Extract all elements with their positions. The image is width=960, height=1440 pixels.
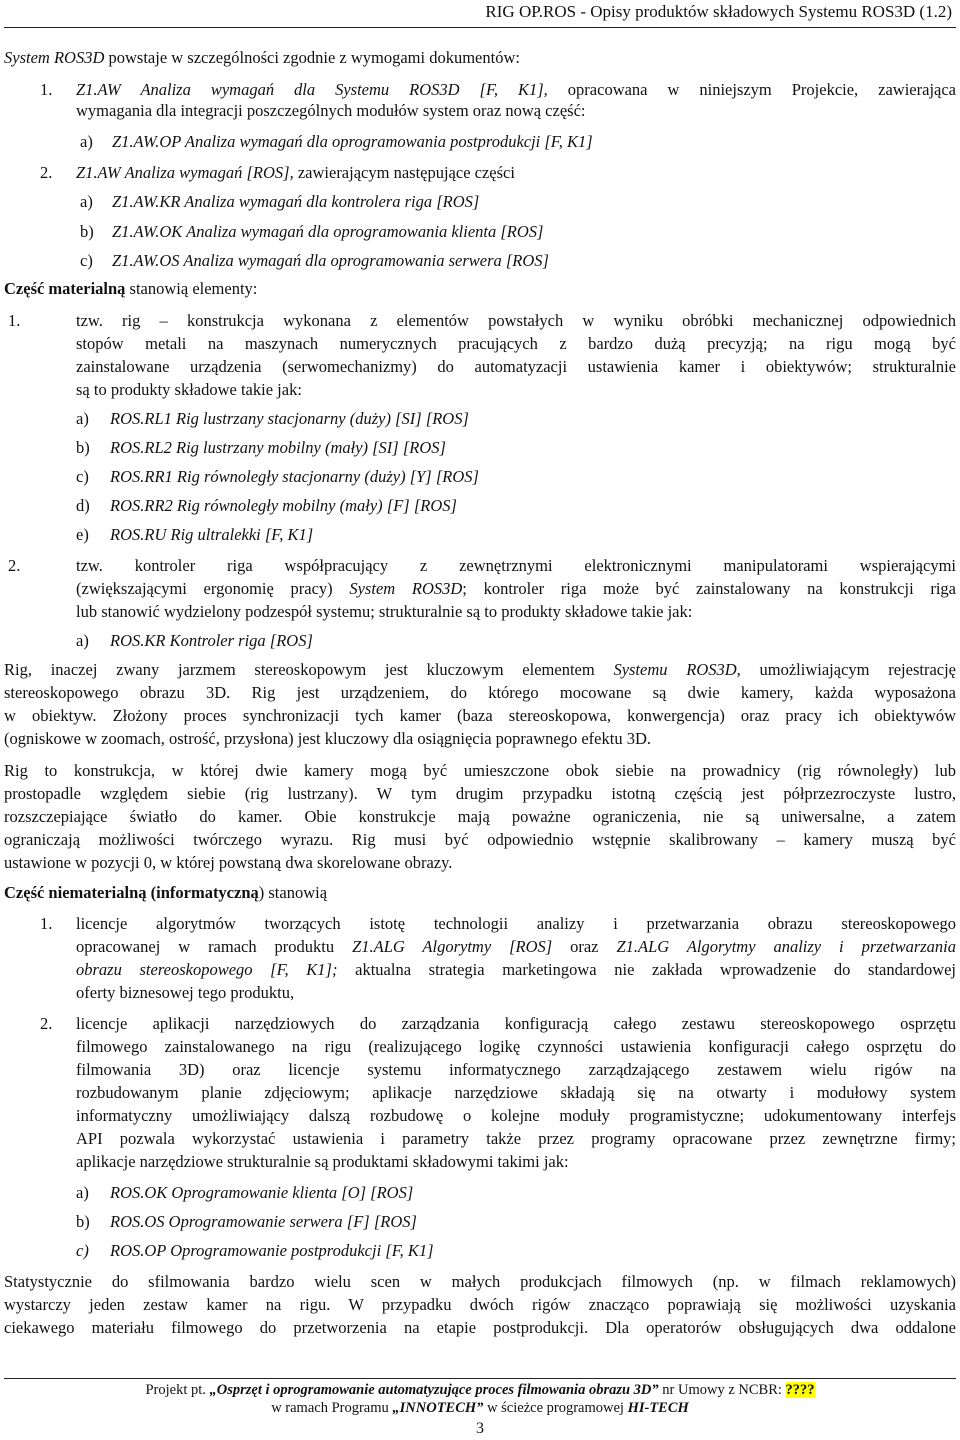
doc2c-item: Z1.AW.OS Analiza wymagań dla oprogramowania serwera [ROS] <box>112 251 549 270</box>
stat-para-line3: ciekawego materiału filmowego do przetworzenia na etapie postprodukcji. Dla operatorów obsługujących dwa oddalone <box>4 1318 956 1337</box>
immaterial-heading: Część niematerialną (informatyczną) stanowią <box>4 883 328 902</box>
list-letter: c) <box>76 467 89 486</box>
immaterial-p2-line3: filmowania 3D) oraz licencje systemu informatycznego zarządzającego zestawem wielu rigów na <box>76 1060 956 1079</box>
software-item: ROS.OS Oprogramowanie serwera [F] [ROS] <box>110 1212 417 1231</box>
immaterial-p2-line7: aplikacje narzędziowe strukturalnie są produktami składowymi takimi jak: <box>76 1152 569 1171</box>
footer-line2: w ramach Programu „INNOTECH” w ścieżce programowej HI-TECH <box>271 1400 689 1416</box>
immaterial-p2-line4: rozbudowanym planie zdjęciowym; aplikacje narzędziowe składają się na otwarty i modułowy system <box>76 1083 956 1102</box>
list-number: 1. <box>40 80 53 99</box>
rig-item: ROS.RR1 Rig równoległy stacjonarny (duży) [Y] [ROS] <box>110 467 479 486</box>
immaterial-p1-line1: licencje algorytmów tworzących istotę technologii analizy i przetwarzania obrazu stereoskopowego <box>76 914 956 933</box>
stat-para-line1: Statystycznie do sfilmowania bardzo wielu scen w małych produkcjach filmowych (np. w filmach reklamowych) <box>4 1272 956 1291</box>
immaterial-p1-line3: obrazu stereoskopowego [F, K1]; aktualna strategia marketingowa nie zakłada wprowadzenie do standardowej <box>76 960 957 979</box>
immaterial-p2-line2: filmowego zainstalowanego na rigu (realizującego logikę czynności ustawienia konfiguracji całego osprzętu do <box>76 1037 956 1056</box>
rig-item: ROS.RL2 Rig lustrzany mobilny (mały) [SI] [ROS] <box>110 438 446 457</box>
rig-para-line4: (ogniskowe w zoomach, ostrość, przysłona) jest kluczowy dla osiągnięcia poprawnego efektu 3D. <box>4 729 651 748</box>
running-header: RIG OP.ROS - Opisy produktów składowych Systemu ROS3D (1.2) <box>485 2 952 21</box>
list-letter: a) <box>76 631 89 650</box>
software-item: ROS.OK Oprogramowanie klienta [O] [ROS] <box>110 1183 414 1202</box>
material-p2-line2: (zwiększającymi ergonomię pracy) System ROS3D; kontroler riga może być zainstalowany na konstrukcji riga <box>76 579 957 598</box>
rig-para-line3: w obiektyw. Złożony proces synchronizacji tych kamer (baza stereoskopowa, konwergencja) oraz pracy ich obiektywów <box>4 706 956 725</box>
konstr-para-line3: rozszczepiające światło do kamer. Obie konstrukcje mają poważne ograniczenia, nie są uniwersalne, a zatem <box>4 807 956 826</box>
intro-line: System ROS3D powstaje w szczególności zgodnie z wymogami dokumentów: <box>4 48 520 67</box>
material-heading: Część materialną stanowią elementy: <box>4 279 258 298</box>
list-letter: b) <box>76 438 90 457</box>
list-letter: c) <box>80 251 93 270</box>
immaterial-p1-line4: oferty biznesowej tego produktu, <box>76 983 295 1002</box>
konstr-para-line4: ograniczają możliwości twórczego wyrazu. Rig musi być odpowiednio wstępnie skalibrowany – kamery muszą być <box>4 830 956 849</box>
list-letter: b) <box>80 222 94 241</box>
rig-item: ROS.RR2 Rig równoległy mobilny (mały) [F] [ROS] <box>110 496 457 515</box>
header-rule <box>4 27 956 28</box>
list-number: 1. <box>8 311 21 330</box>
material-p1-line2: stopów metali na maszynach numerycznych pracujących z bardzo dużą precyzją; na rigu mogą być <box>76 334 956 353</box>
konstr-para-line1: Rig to konstrukcja, w której dwie kamery mogą być umieszczone obok siebie na prowadnicy (rig równoległy) lub <box>4 761 956 780</box>
page-number: 3 <box>476 1420 484 1437</box>
list-letter: a) <box>80 192 93 211</box>
list-letter: a) <box>76 409 89 428</box>
list-letter: a) <box>76 1183 89 1202</box>
list-number: 2. <box>40 163 53 182</box>
list-letter: c) <box>76 1241 89 1260</box>
list-number: 2. <box>8 556 21 575</box>
list-letter: d) <box>76 496 90 515</box>
konstr-para-line2: prostopadle względem siebie (rig lustrzany). W tym drugim przypadku istotną częścią jest półprzezroczyste lustro, <box>4 784 956 803</box>
rig-item: ROS.RU Rig ultralekki [F, K1] <box>110 525 314 544</box>
doc1-line2: wymagania dla integracji poszczególnych modułów system oraz nową część: <box>76 101 586 120</box>
material-p1-line1: tzw. rig – konstrukcja wykonana z elementów powstałych w wyniku obróbki mechanicznej odpowiednich <box>76 311 956 330</box>
controller-item: ROS.KR Kontroler riga [ROS] <box>110 631 313 650</box>
material-p1-line4: są to produkty składowe takie jak: <box>76 380 302 399</box>
footer-rule <box>4 1378 956 1379</box>
highlight-placeholder: ???? <box>785 1382 815 1398</box>
doc2a-item: Z1.AW.KR Analiza wymagań dla kontrolera riga [ROS] <box>112 192 480 211</box>
list-number: 2. <box>40 1014 53 1033</box>
immaterial-p2-line6: API pozwala wykorzystać ustawienia i parametry także przez programy opracowane przez zewnętrzne firmy; <box>76 1129 956 1148</box>
immaterial-p2-line5: informatyczny umożliwiający dalszą rozbudowę o kolejne moduły programistyczne; udokumentowany interfejs <box>76 1106 956 1125</box>
material-p2-line3: lub stanowić wydzielony podzespół systemu; strukturalnie są to produkty składowe takie jak: <box>76 602 693 621</box>
immaterial-p1-line2: opracowanej w ramach produktu Z1.ALG Algorytmy [ROS] oraz Z1.ALG Algorytmy analizy i przetwarzania <box>76 937 957 956</box>
doc2-line: Z1.AW Analiza wymagań [ROS], zawierającym następujące części <box>76 163 515 182</box>
immaterial-p2-line1: licencje aplikacji narzędziowych do zarządzania konfiguracją całego zestawu stereoskopowego osprzętu <box>76 1014 956 1033</box>
list-letter: b) <box>76 1212 90 1231</box>
material-p1-line3: zainstalowane urządzenia (serwomechanizmy) do automatyzacji ustawienia kamer i obiektywów; strukturalnie <box>76 357 956 376</box>
list-letter: a) <box>80 132 93 151</box>
footer-line1: Projekt pt. „Osprzęt i oprogramowanie automatyzujące proces filmowania obrazu 3D” nr Umowy z NCBR: ???? <box>145 1382 815 1398</box>
list-number: 1. <box>40 914 53 933</box>
rig-para-line1: Rig, inaczej zwany jarzmem stereoskopowym jest kluczowym elementem Systemu ROS3D, umożliwiającym rejestrację <box>4 660 956 679</box>
list-letter: e) <box>76 525 89 544</box>
software-item: ROS.OP Oprogramowanie postprodukcji [F, K1] <box>110 1241 434 1260</box>
rig-para-line2: stereoskopowego obrazu 3D. Rig jest urządzeniem, do którego mocowane są dwie kamery, każda wyposażona <box>4 683 956 702</box>
doc1a-item: Z1.AW.OP Analiza wymagań dla oprogramowania postprodukcji [F, K1] <box>112 132 593 151</box>
konstr-para-line5: ustawione w pozycji 0, w której powstaną dwa skorelowane obrazy. <box>4 853 453 872</box>
doc2b-item: Z1.AW.OK Analiza wymagań dla oprogramowania klienta [ROS] <box>112 222 544 241</box>
stat-para-line2: wystarczy jeden zestaw kamer na rigu. W przypadku dwóch rigów znacząco poprawiają się możliwości uzyskania <box>4 1295 956 1314</box>
material-p2-line1: tzw. kontroler riga współpracujący z zewnętrznymi elektronicznymi manipulatorami wspierającymi <box>76 556 956 575</box>
rig-item: ROS.RL1 Rig lustrzany stacjonarny (duży) [SI] [ROS] <box>110 409 469 428</box>
doc1-line1: Z1.AW Analiza wymagań dla Systemu ROS3D [F, K1], opracowana w niniejszym Projekcie, zawierająca <box>76 80 956 99</box>
